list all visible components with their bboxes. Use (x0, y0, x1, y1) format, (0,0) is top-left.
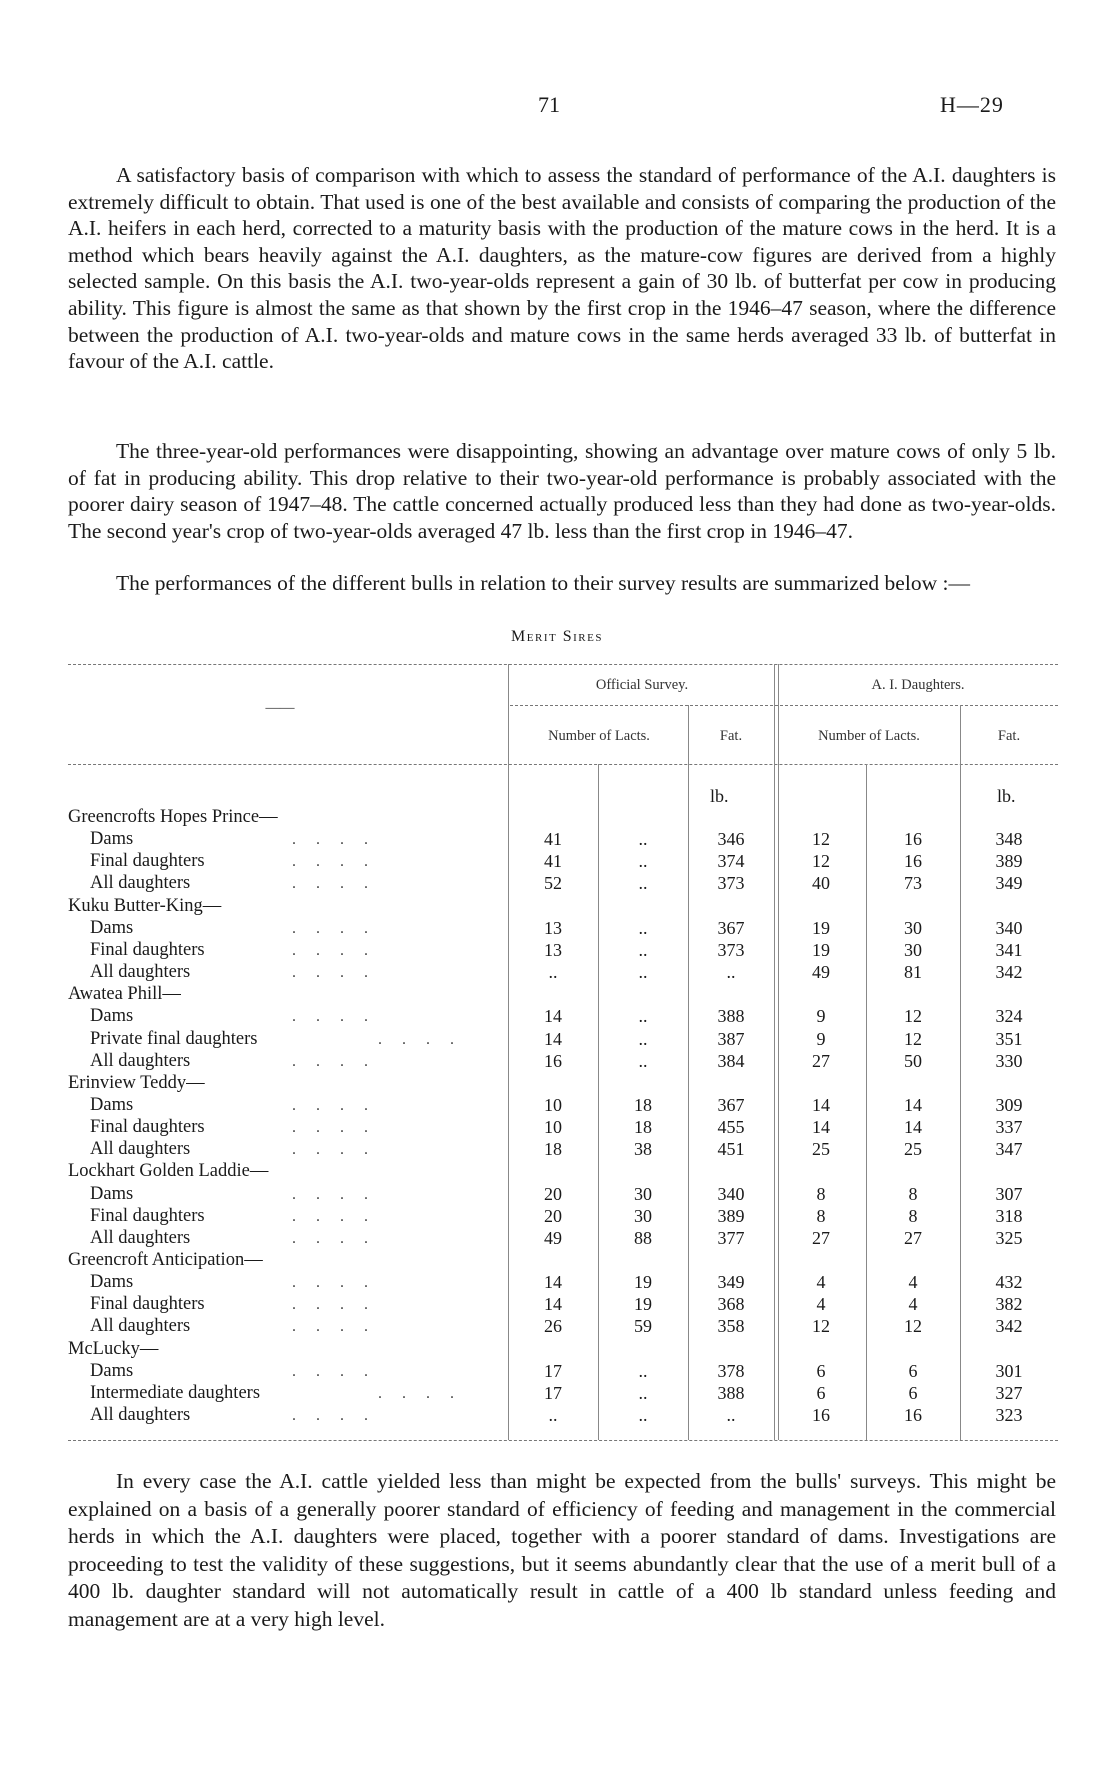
table-cell: 309 (995, 1094, 1023, 1115)
column-divider (960, 705, 961, 1440)
table-cell: 377 (717, 1227, 745, 1248)
table-cell: 4 (816, 1272, 826, 1293)
table-cell: 49 (812, 962, 830, 983)
table-cell: .. (638, 1360, 648, 1381)
table-cell: 14 (904, 1117, 922, 1138)
table-cell: 18 (544, 1139, 562, 1160)
dot-leader: . . . . (292, 1052, 376, 1070)
sire-name: McLucky— (68, 1338, 159, 1359)
dot-leader: . . . . (378, 1384, 462, 1402)
group-header-ai-daughters: A. I. Daughters. (871, 677, 965, 693)
table-cell: 301 (995, 1360, 1023, 1381)
table-cell: 14 (904, 1094, 922, 1115)
table-cell: 6 (908, 1360, 918, 1381)
sire-name: Greencrofts Hopes Prince— (68, 807, 278, 827)
dot-leader: . . . . (292, 875, 376, 893)
table-cell: 367 (717, 917, 745, 938)
table-cell: 30 (634, 1205, 652, 1226)
table-cell: 14 (544, 1028, 562, 1049)
table-cell: 8 (908, 1205, 918, 1226)
table-cell: 330 (995, 1050, 1023, 1071)
table-cell: .. (638, 829, 648, 850)
table-cell: 17 (544, 1360, 562, 1381)
table-cell: 30 (904, 939, 922, 960)
row-label: Dams (90, 829, 134, 850)
dot-leader: . . . . (292, 1274, 376, 1292)
table-cell: 387 (717, 1028, 745, 1049)
unit-lb: lb. (710, 786, 729, 806)
table-cell: .. (638, 873, 648, 894)
table-cell: 367 (717, 1094, 745, 1115)
table-cell: 14 (544, 1294, 562, 1315)
table-cell: 20 (544, 1183, 562, 1204)
column-header-lacts: Number of Lacts. (818, 728, 920, 744)
column-header-rule (68, 764, 1058, 765)
column-divider (508, 664, 509, 1440)
dot-leader: . . . . (292, 1229, 376, 1247)
row-label: Dams (90, 917, 134, 938)
dot-leader: . . . . (292, 1296, 376, 1314)
sire-name: Erinview Teddy— (68, 1072, 205, 1093)
table-cell: 27 (904, 1227, 922, 1248)
sire-name: Awatea Phill— (68, 984, 181, 1005)
table-cell: .. (638, 917, 648, 938)
table-cell: 8 (816, 1205, 826, 1226)
column-divider (688, 705, 689, 1440)
table-cell: 349 (717, 1272, 745, 1293)
dot-leader: . . . . (292, 1318, 376, 1336)
table-cell: 340 (717, 1183, 745, 1204)
table-cell: .. (726, 1405, 736, 1426)
row-label: Dams (90, 1094, 134, 1115)
table-cell: 19 (634, 1294, 652, 1315)
group-header-official-survey: Official Survey. (595, 677, 689, 693)
table-cell: 16 (904, 1405, 922, 1426)
table-cell: 12 (812, 851, 830, 872)
sire-name: Kuku Butter-King— (68, 895, 222, 916)
table-cell: 16 (544, 1050, 562, 1071)
table-cell: 388 (717, 1006, 745, 1027)
table-cell: .. (638, 1382, 648, 1403)
table-cell: .. (638, 939, 648, 960)
table-cell: 88 (634, 1227, 652, 1248)
row-label: All daughters (90, 1139, 191, 1160)
row-label: All daughters (90, 1405, 191, 1426)
group-header-rule (510, 705, 1058, 706)
row-label: Dams (90, 1272, 134, 1293)
table-cell: 38 (634, 1139, 652, 1160)
table-cell: 19 (812, 917, 830, 938)
table-cell: 50 (904, 1050, 922, 1071)
table-cell: 9 (816, 1028, 826, 1049)
table-cell: 325 (995, 1227, 1023, 1248)
table-cell: 6 (908, 1382, 918, 1403)
row-label: All daughters (90, 1227, 191, 1248)
table-cell: 8 (908, 1183, 918, 1204)
table-cell: 348 (995, 829, 1023, 850)
table-cell: 10 (544, 1094, 562, 1115)
table-cell: 374 (717, 851, 745, 872)
sire-name: Lockhart Golden Laddie— (68, 1161, 269, 1182)
dot-leader: . . . . (292, 1096, 376, 1114)
table-cell: 16 (904, 829, 922, 850)
paragraph-summary-intro: The performances of the different bulls in relation to their survey results are summarized below :— (116, 571, 970, 595)
dot-leader: . . . . (292, 853, 376, 871)
table-cell: 378 (717, 1360, 745, 1381)
table-cell: 389 (995, 851, 1023, 872)
table-cell: 73 (904, 873, 922, 894)
table-cell: .. (638, 1050, 648, 1071)
page-reference: H—29 (940, 92, 1004, 117)
table-cell: 307 (995, 1183, 1023, 1204)
table-cell: 382 (995, 1294, 1023, 1315)
table-cell: 347 (995, 1139, 1023, 1160)
unit-lb: lb. (997, 786, 1016, 806)
dot-leader: . . . . (292, 1407, 376, 1425)
table-title: Merit Sires (511, 628, 603, 645)
table-bottom-rule (68, 1440, 1058, 1441)
table-cell: 25 (812, 1139, 830, 1160)
table-cell: 25 (904, 1139, 922, 1160)
table-cell: 18 (634, 1117, 652, 1138)
table-cell: 8 (816, 1183, 826, 1204)
row-label: All daughters (90, 962, 191, 983)
table-cell: 324 (995, 1006, 1023, 1027)
table-cell: 342 (995, 962, 1023, 983)
table-cell: 327 (995, 1382, 1023, 1403)
table-cell: .. (638, 1028, 648, 1049)
table-cell: 14 (544, 1006, 562, 1027)
page-number: 71 (538, 92, 560, 117)
table-cell: 451 (717, 1139, 745, 1160)
table-cell: 4 (816, 1294, 826, 1315)
table-cell: 18 (634, 1094, 652, 1115)
table-cell: 27 (812, 1227, 830, 1248)
row-label: Dams (90, 1360, 134, 1381)
dot-leader: . . . . (292, 919, 376, 937)
dot-leader: . . . . (292, 831, 376, 849)
table-cell: 373 (717, 939, 745, 960)
table-cell: 6 (816, 1360, 826, 1381)
row-label: All daughters (90, 873, 191, 894)
table-cell: 20 (544, 1205, 562, 1226)
row-label: Final daughters (90, 851, 205, 872)
table-cell: 373 (717, 873, 745, 894)
table-cell: 17 (544, 1382, 562, 1403)
table-cell: 349 (995, 873, 1023, 894)
sire-name: Greencroft Anticipation— (68, 1250, 263, 1270)
table-cell: 368 (717, 1294, 745, 1315)
dot-leader: . . . . (292, 941, 376, 959)
table-cell: 337 (995, 1117, 1023, 1138)
table-cell: 342 (995, 1316, 1023, 1337)
table-cell: 16 (812, 1405, 830, 1426)
row-label: Final daughters (90, 1205, 205, 1226)
table-cell: .. (548, 1405, 558, 1426)
table-cell: 12 (904, 1028, 922, 1049)
table-cell: 41 (544, 829, 562, 850)
table-cell: 19 (812, 939, 830, 960)
column-header-lacts: Number of Lacts. (548, 728, 650, 744)
row-label: All daughters (90, 1050, 191, 1071)
table-cell: 12 (812, 1316, 830, 1337)
column-divider (778, 664, 779, 1440)
table-cell: 346 (717, 829, 745, 850)
table-cell: 388 (717, 1382, 745, 1403)
table-cell: 6 (816, 1382, 826, 1403)
row-label: Dams (90, 1006, 134, 1027)
table-cell: 59 (634, 1316, 652, 1337)
column-divider (866, 764, 867, 1440)
dot-leader: . . . . (292, 1362, 376, 1380)
table-cell: 340 (995, 917, 1023, 938)
table-cell: 12 (904, 1006, 922, 1027)
row-label: Final daughters (90, 1117, 205, 1138)
table-cell: .. (638, 851, 648, 872)
paragraph-comparison-basis: A satisfactory basis of comparison with which to assess the standard of performance of the A.I. daughters is extremely difficult to obtain. That used is one of the best available and consists of comparing the production of the A.I. heifers in each herd, corrected to a maturity basis with the production of the mature cows in the herd. It is a method which bears heavily against the A.I. daughters, as the mature-cow figures are derived from a highly selected sample. On this basis the A.I. two-year-olds represent a gain of 30 lb. of butterfat per cow in producing ability. This figure is almost the same as that shown by the first crop in the 1946–47 season, where the difference between the production of A.I. two-year-olds and mature cows in the same herds averaged 33 lb. of butterfat in favour of the A.I. cattle. (68, 163, 1056, 374)
row-label: Final daughters (90, 1294, 205, 1315)
table-cell: 26 (544, 1316, 562, 1337)
table-cell: 16 (904, 851, 922, 872)
table-cell: 41 (544, 851, 562, 872)
table-cell: 27 (812, 1050, 830, 1071)
table-cell: 49 (544, 1227, 562, 1248)
row-label: Dams (90, 1183, 134, 1204)
column-divider (598, 764, 599, 1440)
table-cell: .. (638, 1405, 648, 1426)
table-cell: .. (638, 962, 648, 983)
table-cell: .. (638, 1006, 648, 1027)
column-header-fat: Fat. (997, 728, 1021, 744)
dot-leader: . . . . (378, 1030, 462, 1048)
row-label: Final daughters (90, 939, 205, 960)
table-cell: 19 (634, 1272, 652, 1293)
table-cell: 52 (544, 873, 562, 894)
dot-leader: . . . . (292, 964, 376, 982)
dot-leader: . . . . (292, 1141, 376, 1159)
table-cell: 351 (995, 1028, 1023, 1049)
column-header-fat: Fat. (719, 728, 743, 744)
table-cell: 30 (904, 917, 922, 938)
table-top-rule (68, 664, 1058, 665)
table-cell: 40 (812, 873, 830, 894)
row-label: All daughters (90, 1316, 191, 1337)
table-cell: 4 (908, 1272, 918, 1293)
table-cell: .. (548, 962, 558, 983)
table-cell: 14 (812, 1117, 830, 1138)
dot-leader: . . . . (292, 1119, 376, 1137)
table-cell: 10 (544, 1117, 562, 1138)
paragraph-conclusion: In every case the A.I. cattle yielded less than might be expected from the bulls' surveys. This might be explained on a basis of a generally poorer standard of efficiency of feeding and management in the commercial herds in which the A.I. daughters were placed, together with a poorer standard of dams. Investigations are proceeding to test the validity of these suggestions, but it seems abundantly clear that the use of a merit bull of a 400 lb. daughter standard will not automatically result in cattle of a 400 lb standard unless feeding and management are at a very high level. (68, 1469, 1056, 1631)
table-cell: 358 (717, 1316, 745, 1337)
dot-leader: . . . . (292, 1008, 376, 1026)
table-cell: 4 (908, 1294, 918, 1315)
table-cell: 13 (544, 939, 562, 960)
paragraph-three-year-old: The three-year-old performances were disappointing, showing an advantage over mature cows of only 5 lb. of fat in producing ability. This drop relative to their two-year-old performance is probably associated with the poorer dairy season of 1947–48. The cattle concerned actually produced less than they had done as two-year-olds. The second year's crop of two-year-olds averaged 47 lb. less than the first crop in 1946–47. (68, 439, 1056, 543)
table-cell: 318 (995, 1205, 1023, 1226)
table-cell: 30 (634, 1183, 652, 1204)
table-cell: 323 (995, 1405, 1023, 1426)
column-divider (774, 664, 775, 1440)
table-cell: 12 (812, 829, 830, 850)
dot-leader: . . . . (292, 1185, 376, 1203)
table-cell: 14 (544, 1272, 562, 1293)
table-cell: 81 (904, 962, 922, 983)
dot-leader: . . . . (292, 1207, 376, 1225)
table-cell: 389 (717, 1205, 745, 1226)
stub-header: —— (265, 700, 295, 716)
table-cell: 14 (812, 1094, 830, 1115)
table-cell: 13 (544, 917, 562, 938)
table-cell: .. (726, 962, 736, 983)
table-cell: 384 (717, 1050, 745, 1071)
row-label: Private final daughters (90, 1028, 258, 1049)
table-cell: 9 (816, 1006, 826, 1027)
table-cell: 341 (995, 939, 1023, 960)
table-cell: 455 (717, 1117, 745, 1138)
table-cell: 432 (995, 1272, 1023, 1293)
row-label: Intermediate daughters (90, 1382, 261, 1403)
table-cell: 12 (904, 1316, 922, 1337)
